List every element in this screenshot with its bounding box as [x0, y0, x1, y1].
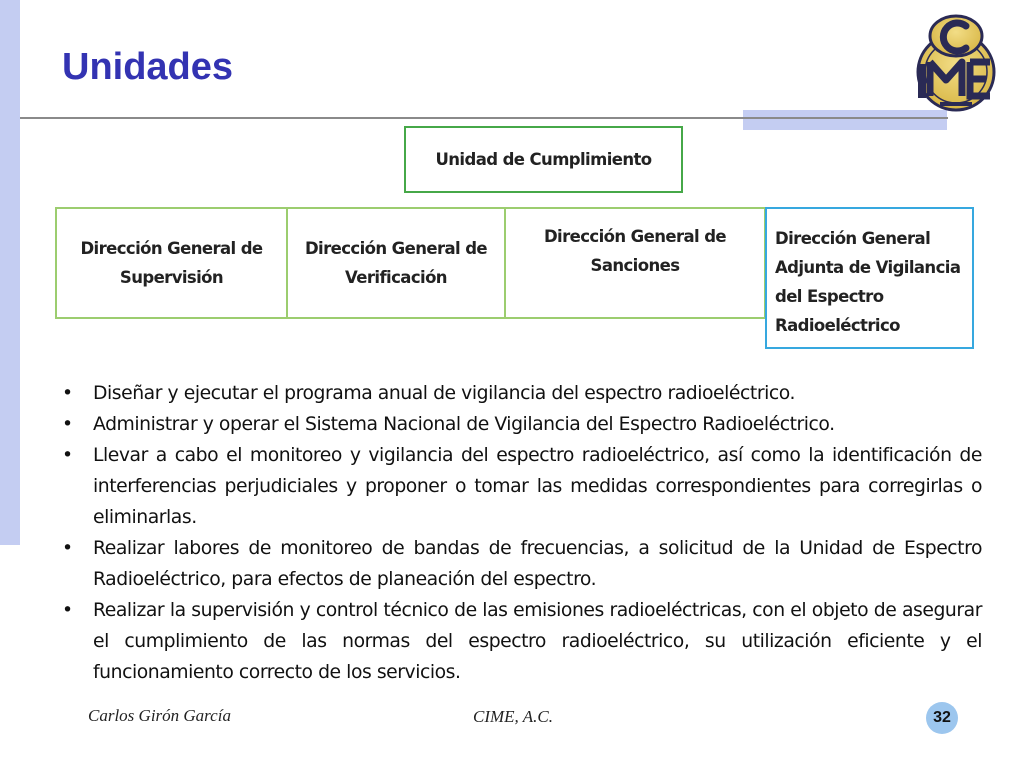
org-box-vigilancia-espectro — [765, 207, 974, 349]
org-box-label: Dirección General de Sanciones — [543, 227, 727, 275]
bullet-text: Llevar a cabo el monitoreo y vigilancia del espectro radioeléctrico, así como la identificación de interferencias perjudiciales y proponer o tomar las medidas correspondientes para corregirlas o eliminarlas. — [93, 445, 982, 528]
bullet-dot: • — [62, 445, 73, 466]
page-number-badge: 32 — [926, 702, 958, 734]
org-box-sanciones — [504, 207, 766, 319]
bullet-item — [62, 409, 982, 440]
title-accent-bar — [743, 110, 947, 130]
org-box-label: Dirección General de Supervisión — [80, 239, 263, 287]
slide-title: Unidades — [62, 46, 234, 88]
bullet-item — [62, 595, 982, 688]
org-box-label: Unidad de Cumplimiento — [435, 150, 652, 169]
bullet-item — [62, 440, 982, 533]
bullet-text: Realizar la supervisión y control técnico de las emisiones radioeléctricas, con el objeto de asegurar el cumplimiento de las normas del espectro radioeléctrico, su utilización eficiente y el funcionamiento correcto de los servicios. — [93, 600, 982, 683]
footer-author: Carlos Girón García — [88, 706, 231, 725]
bullet-item — [62, 533, 982, 595]
title-divider — [20, 117, 948, 119]
bullet-text: Diseñar y ejecutar el programa anual de vigilancia del espectro radioeléctrico. — [93, 383, 795, 404]
bullet-dot: • — [62, 414, 73, 435]
bullet-item — [62, 378, 982, 409]
org-box-verificacion — [286, 207, 506, 319]
bullet-dot: • — [62, 538, 73, 559]
bullet-dot: • — [62, 600, 73, 621]
org-box-label: Dirección General Adjunta de Vigilancia del Espectro Radioeléctrico — [775, 229, 961, 335]
org-box-label: Dirección General de Verificación — [304, 239, 488, 287]
bullet-dot: • — [62, 383, 73, 404]
footer-organization: CIME, A.C. — [473, 707, 553, 726]
org-box-unidad-cumplimiento — [404, 126, 683, 193]
bullet-text: Realizar labores de monitoreo de bandas de frecuencias, a solicitud de la Unidad de Espectro Radioeléctrico, para efectos de planeación del espectro. — [93, 538, 982, 590]
org-box-supervision — [55, 207, 288, 319]
cime-logo — [902, 12, 1010, 112]
bullet-list — [62, 378, 982, 688]
left-accent-bar — [0, 0, 20, 545]
bullet-text: Administrar y operar el Sistema Nacional de Vigilancia del Espectro Radioeléctrico. — [93, 414, 835, 435]
